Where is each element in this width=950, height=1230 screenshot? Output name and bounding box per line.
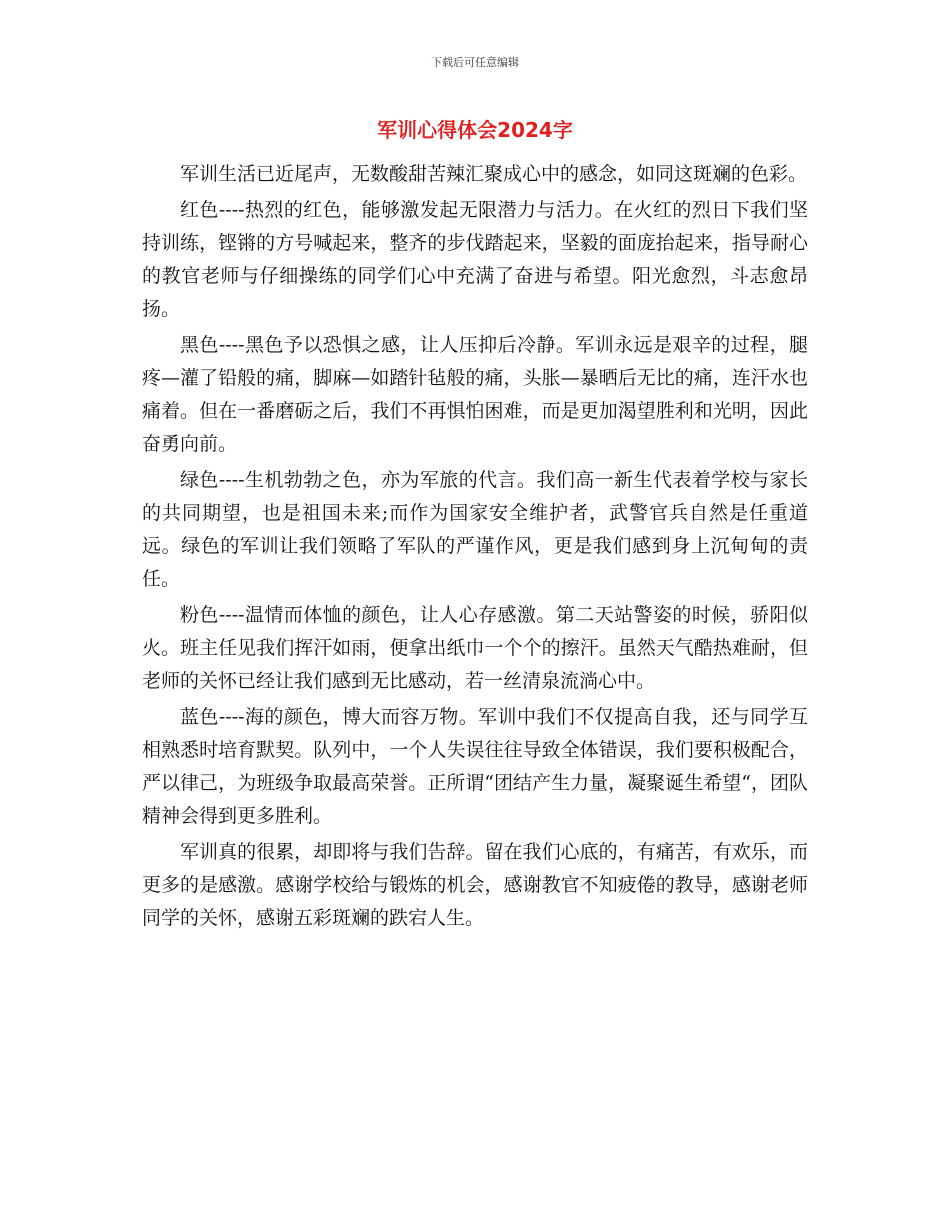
paragraph-intro: 军训生活已近尾声，无数酸甜苦辣汇聚成心中的感念，如同这斑斓的色彩。 bbox=[180, 163, 808, 185]
paragraph-green: 绿色----生机勃勃之色，亦为军旅的代言。我们高一新生代表着学校与家长的共同期望，也是祖国未来;而作为国家安全维护者，武警官兵自然是任重道远。绿色的军训让我们领略了军队的严谨作风，更是我们感到身上沉甸甸的责任。 bbox=[142, 469, 808, 590]
paragraph-pink: 粉色----温情而体恤的颜色，让人心存感激。第二天站警姿的时候，骄阳似火。班主任见我们挥汗如雨，便拿出纸巾一个个的擦汗。虽然天气酷热难耐，但老师的关怀已经让我们感到无比感动，若一丝清泉流淌心中。 bbox=[142, 604, 808, 692]
paragraph-red: 红色----热烈的红色，能够激发起无限潜力与活力。在火红的烈日下我们坚持训练，铿锵的方号喊起来，整齐的步伐踏起来，坚毅的面庞抬起来，指导耐心的教官老师与仔细操练的同学们心中充满了奋进与希望。阳光愈烈，斗志愈昂扬。 bbox=[142, 199, 808, 320]
document-title: 军训心得体会2024字 bbox=[377, 118, 573, 142]
header-note: 下载后可任意编辑 bbox=[431, 56, 519, 69]
document-body bbox=[142, 158, 808, 938]
paragraph-conclusion: 军训真的很累，却即将与我们告辞。留在我们心底的，有痛苦，有欢乐，而更多的是感激。感谢学校给与锻炼的机会，感谢教官不知疲倦的教导，感谢老师同学的关怀，感谢五彩斑斓的跌宕人生。 bbox=[142, 841, 808, 929]
paragraph-blue: 蓝色----海的颜色，博大而容万物。军训中我们不仅提高自我，还与同学互相熟悉时培育默契。队列中，一个人失误往往导致全体错误，我们要积极配合，严以律己，为班级争取最高荣誉。正所谓“团结产生力量，凝聚诞生希望“，团队精神会得到更多胜利。 bbox=[142, 706, 808, 827]
paragraph-black: 黑色----黑色予以恐惧之感，让人压抑后冷静。军训永远是艰辛的过程，腿疼—灌了铅般的痛，脚麻—如踏针毡般的痛，头胀—暴晒后无比的痛，连汗水也痛着。但在一番磨砺之后，我们不再惧怕困难，而是更加渴望胜利和光明，因此奋勇向前。 bbox=[142, 334, 808, 455]
